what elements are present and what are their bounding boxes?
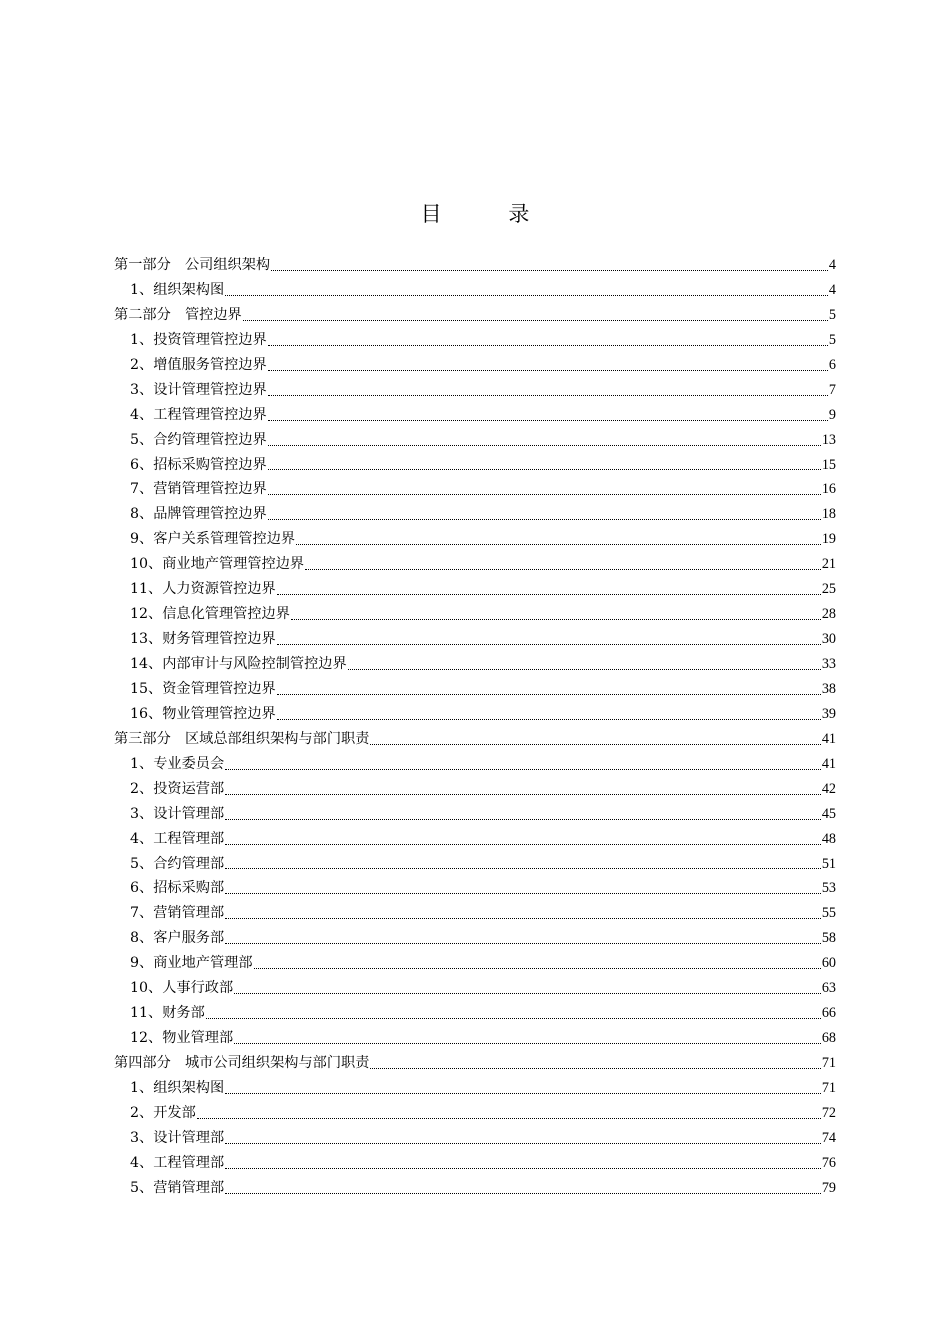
toc-subsection-entry[interactable]: [114, 876, 836, 901]
toc-page-number: 45: [821, 805, 836, 822]
toc-page-number: 51: [821, 855, 836, 872]
toc-dot-leader: [291, 619, 821, 620]
toc-dot-leader: [348, 669, 821, 670]
toc-page-number: 60: [821, 955, 836, 972]
toc-section-entry[interactable]: [114, 253, 836, 278]
table-of-contents: [114, 253, 836, 1201]
toc-dot-leader: [271, 270, 828, 271]
toc-entry-label: 1、专业委员会: [130, 755, 225, 772]
toc-subsection-entry[interactable]: [114, 1126, 836, 1151]
toc-subsection-entry[interactable]: [114, 976, 836, 1001]
toc-page-number: 5: [828, 306, 836, 323]
toc-subsection-entry[interactable]: [114, 403, 836, 428]
toc-page-number: 71: [821, 1079, 836, 1096]
toc-subsection-entry[interactable]: [114, 552, 836, 577]
toc-entry-label: 16、物业管理管控边界: [130, 705, 276, 722]
toc-entry-label: 7、营销管理管控边界: [130, 481, 267, 498]
toc-entry-label: 10、商业地产管理管控边界: [130, 556, 305, 573]
toc-section-entry[interactable]: [114, 303, 836, 328]
toc-entry-label: 第一部分 公司组织架构: [114, 257, 271, 273]
toc-entry-label: 9、商业地产管理部: [130, 955, 253, 972]
toc-entry-label: 11、人力资源管控边界: [130, 581, 276, 598]
toc-entry-label: 5、合约管理管控边界: [130, 431, 267, 448]
toc-dot-leader: [225, 1193, 821, 1194]
toc-entry-label: 9、客户关系管理管控边界: [130, 531, 296, 548]
toc-subsection-entry[interactable]: [114, 353, 836, 378]
toc-entry-label: 第二部分 管控边界: [114, 306, 242, 323]
toc-subsection-entry[interactable]: [114, 602, 836, 627]
toc-page-number: 68: [821, 1030, 836, 1047]
toc-subsection-entry[interactable]: [114, 453, 836, 478]
toc-subsection-entry[interactable]: [114, 677, 836, 702]
toc-page-number: 15: [821, 456, 836, 473]
toc-subsection-entry[interactable]: [114, 951, 836, 976]
toc-dot-leader: [225, 1168, 821, 1169]
toc-subsection-entry[interactable]: [114, 1001, 836, 1026]
toc-entry-label: 8、客户服务部: [130, 930, 225, 947]
toc-page-number: 48: [821, 830, 836, 847]
toc-entry-label: 12、物业管理部: [130, 1030, 234, 1047]
toc-dot-leader: [243, 320, 828, 321]
toc-dot-leader: [206, 1018, 821, 1019]
toc-dot-leader: [268, 420, 828, 421]
toc-page-number: 4: [828, 257, 836, 273]
toc-subsection-entry[interactable]: [114, 1176, 836, 1201]
toc-page-number: 79: [821, 1179, 836, 1196]
toc-entry-label: 1、组织架构图: [130, 1079, 225, 1096]
toc-entry-label: 3、设计管理部: [130, 805, 225, 822]
toc-entry-label: 2、投资运营部: [130, 780, 225, 797]
toc-page-number: 76: [821, 1154, 836, 1171]
toc-entry-label: 第三部分 区域总部组织架构与部门职责: [114, 730, 370, 747]
toc-dot-leader: [225, 794, 821, 795]
toc-page-number: 39: [821, 705, 836, 722]
toc-dot-leader: [277, 719, 821, 720]
toc-page-number: 18: [821, 506, 836, 523]
toc-page-number: 66: [821, 1005, 836, 1022]
toc-subsection-entry[interactable]: [114, 1101, 836, 1126]
toc-page-number: 7: [828, 381, 836, 398]
toc-page-number: 74: [821, 1129, 836, 1146]
toc-dot-leader: [225, 295, 828, 296]
toc-dot-leader: [225, 1093, 821, 1094]
toc-entry-label: 14、内部审计与风险控制管控边界: [130, 656, 347, 672]
toc-subsection-entry[interactable]: [114, 328, 836, 353]
toc-entry-label: 1、投资管理管控边界: [130, 331, 267, 348]
toc-subsection-entry[interactable]: [114, 852, 836, 877]
toc-page-number: 19: [821, 531, 836, 548]
toc-page-number: 21: [821, 556, 836, 573]
toc-subsection-entry[interactable]: [114, 527, 836, 552]
toc-subsection-entry[interactable]: [114, 1026, 836, 1051]
toc-dot-leader: [234, 993, 821, 994]
toc-entry-label: 2、增值服务管控边界: [130, 356, 267, 373]
toc-dot-leader: [225, 844, 821, 845]
toc-page-number: 33: [821, 656, 836, 672]
toc-dot-leader: [225, 918, 821, 919]
toc-dot-leader: [305, 569, 821, 570]
toc-page-number: 30: [821, 631, 836, 648]
toc-entry-label: 2、开发部: [130, 1104, 196, 1121]
toc-page-number: 4: [828, 281, 836, 298]
toc-subsection-entry[interactable]: [114, 1076, 836, 1101]
toc-dot-leader: [254, 968, 821, 969]
toc-dot-leader: [268, 370, 828, 371]
toc-page-number: 9: [828, 406, 836, 423]
toc-subsection-entry[interactable]: [114, 1151, 836, 1176]
toc-page-number: 41: [821, 755, 836, 772]
toc-entry-label: 5、合约管理部: [130, 855, 225, 872]
toc-page-number: 5: [828, 331, 836, 348]
toc-dot-leader: [197, 1118, 821, 1119]
toc-page-number: 6: [828, 356, 836, 373]
toc-entry-label: 3、设计管理管控边界: [130, 381, 267, 398]
toc-dot-leader: [225, 943, 821, 944]
toc-title: 目 录: [420, 202, 560, 226]
toc-section-entry[interactable]: [114, 727, 836, 752]
toc-dot-leader: [268, 345, 828, 346]
toc-subsection-entry[interactable]: [114, 477, 836, 502]
toc-entry-label: 8、品牌管理管控边界: [130, 506, 267, 523]
toc-page-number: 58: [821, 930, 836, 947]
toc-page-number: 63: [821, 980, 836, 997]
toc-entry-label: 6、招标采购管控边界: [130, 456, 267, 473]
toc-page-number: 71: [821, 1055, 836, 1071]
toc-entry-label: 4、工程管理部: [130, 1154, 225, 1171]
toc-dot-leader: [268, 395, 828, 396]
toc-dot-leader: [225, 1143, 821, 1144]
toc-subsection-entry[interactable]: [114, 278, 836, 303]
toc-page-number: 25: [821, 581, 836, 598]
toc-subsection-entry[interactable]: [114, 702, 836, 727]
toc-dot-leader: [277, 594, 821, 595]
toc-dot-leader: [370, 744, 820, 745]
toc-subsection-entry[interactable]: [114, 502, 836, 527]
toc-subsection-entry[interactable]: [114, 802, 836, 827]
toc-dot-leader: [234, 1043, 821, 1044]
toc-entry-label: 1、组织架构图: [130, 281, 225, 298]
toc-entry-label: 11、财务部: [130, 1005, 205, 1022]
toc-entry-label: 4、工程管理部: [130, 830, 225, 847]
toc-page-number: 55: [821, 905, 836, 922]
toc-entry-label: 6、招标采购部: [130, 880, 225, 897]
toc-entry-label: 4、工程管理管控边界: [130, 406, 267, 423]
toc-subsection-entry[interactable]: [114, 926, 836, 951]
toc-entry-label: 7、营销管理部: [130, 905, 225, 922]
toc-page-number: 72: [821, 1104, 836, 1121]
toc-page-number: 28: [821, 606, 836, 623]
toc-dot-leader: [277, 644, 821, 645]
toc-subsection-entry[interactable]: [114, 652, 836, 677]
toc-entry-label: 12、信息化管理管控边界: [130, 606, 290, 623]
toc-page-number: 38: [821, 680, 836, 697]
toc-subsection-entry[interactable]: [114, 577, 836, 602]
toc-section-entry[interactable]: [114, 1051, 836, 1076]
toc-dot-leader: [296, 544, 821, 545]
toc-dot-leader: [225, 769, 821, 770]
toc-dot-leader: [225, 893, 821, 894]
toc-subsection-entry[interactable]: [114, 428, 836, 453]
toc-subsection-entry[interactable]: [114, 627, 836, 652]
toc-page-number: 13: [821, 431, 836, 448]
toc-dot-leader: [225, 819, 821, 820]
toc-dot-leader: [370, 1068, 820, 1069]
toc-subsection-entry[interactable]: [114, 378, 836, 403]
toc-page-number: 41: [821, 730, 836, 747]
toc-page-number: 42: [821, 780, 836, 797]
toc-dot-leader: [225, 868, 821, 869]
toc-dot-leader: [268, 469, 821, 470]
toc-dot-leader: [277, 694, 821, 695]
toc-entry-label: 15、资金管理管控边界: [130, 680, 276, 697]
toc-subsection-entry[interactable]: [114, 777, 836, 802]
toc-entry-label: 3、设计管理部: [130, 1129, 225, 1146]
toc-page-number: 16: [821, 481, 836, 498]
toc-entry-label: 5、营销管理部: [130, 1179, 225, 1196]
toc-subsection-entry[interactable]: [114, 827, 836, 852]
toc-page-number: 53: [821, 880, 836, 897]
toc-entry-label: 10、人事行政部: [130, 980, 234, 997]
toc-dot-leader: [268, 494, 821, 495]
toc-subsection-entry[interactable]: [114, 901, 836, 926]
toc-entry-label: 13、财务管理管控边界: [130, 631, 276, 648]
toc-entry-label: 第四部分 城市公司组织架构与部门职责: [114, 1055, 370, 1071]
toc-dot-leader: [268, 445, 821, 446]
toc-subsection-entry[interactable]: [114, 752, 836, 777]
toc-dot-leader: [268, 519, 821, 520]
